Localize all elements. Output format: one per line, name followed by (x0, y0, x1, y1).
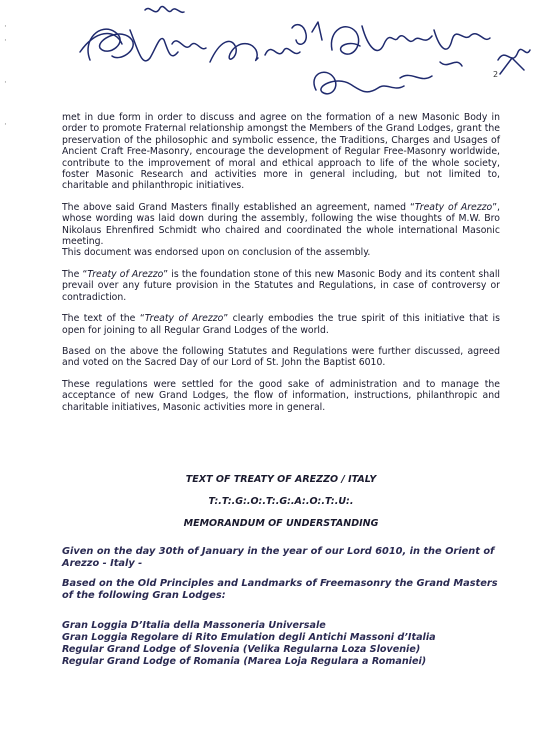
paragraph-spirit: The text of the “Treaty of Arezzo” clearly embodies the true spirit of this initiative that is open for joining to all Regular Grand Lodges of the world. (62, 313, 500, 336)
page-number: 2 (493, 70, 499, 79)
lodge-item: Gran Loggia Regolare di Rito Emulation degli Antichi Massoni d’Italia (62, 632, 436, 643)
body-text (62, 112, 500, 423)
margin-dots: · · · · (4, 22, 7, 130)
memorandum-given: Given on the day 30th of January in the year of our Lord 6010, in the Orient of Arezzo - Italy - (62, 546, 495, 569)
paragraph-formation: met in due form in order to discuss and agree on the formation of a new Masonic Body in order to promote Fraternal relationship amongst the Members of the Grand Lodges, grant the preservation of the philosophic and symbolic essence, the Traditions, Charges and Usages of Ancient Craft Free-Masonry, encourage the development of Regular Free-Masonry worldwide, contribute to the improvement of moral and ethical approach to life of the whole society, foster Masonic Research and activities more in general including, but not limited to, charitable and philanthropic initiatives. (62, 112, 500, 192)
lodge-item: Regular Grand Lodge of Slovenia (Velika Regularna Loza Slovenie) (62, 644, 421, 655)
initials-heading: T:.T:.G:.O:.T:.G:.A:.O:.T:.U:. (208, 496, 354, 507)
handwritten-signatures (60, 0, 536, 118)
memorandum-based: Based on the Old Principles and Landmarks of Freemasonry the Grand Masters of the following Gran Lodges: (62, 578, 498, 601)
lodge-item: Gran Loggia D’Italia della Massoneria Universale (62, 620, 326, 631)
memorandum-heading: MEMORANDUM OF UNDERSTANDING (183, 518, 379, 529)
paragraph-statutes: Based on the above the following Statutes and Regulations were further discussed, agreed and voted on the Sacred Day of our Lord of St. John the Baptist 6010. (62, 345, 500, 369)
lodge-item: Regular Grand Lodge of Romania (Marea Loja Regulara a Romaniei) (62, 656, 427, 667)
paragraph-regulations: These regulations were settled for the good sake of administration and to manage the acceptance of new Grand Lodges, the flow of information, instructions, philanthropic and charitable initiatives, Masonic activities more in general. (62, 378, 500, 413)
memorandum-text (62, 546, 502, 610)
paragraph-foundation: The “Treaty of Arezzo” is the foundation stone of this new Masonic Body and its content shall prevail over any future provision in the Statutes and Regulations, in case of controversy or contradiction. (62, 268, 500, 303)
paragraph-agreement: The above said Grand Masters finally established an agreement, named “Treaty of Arezzo”, whose wording was laid down during the assembly, following the wise thoughts of M.W. Bro Nikolaus Ehrenfired Schmidt who chaired and coordinated the whole international Masonic meeting. (62, 201, 500, 248)
treaty-title: TEXT OF TREATY OF AREZZO / ITALY (185, 474, 377, 485)
grand-lodges-list (62, 620, 502, 668)
paragraph-endorsement: This document was endorsed upon on conclusion of the assembly. (62, 247, 371, 259)
